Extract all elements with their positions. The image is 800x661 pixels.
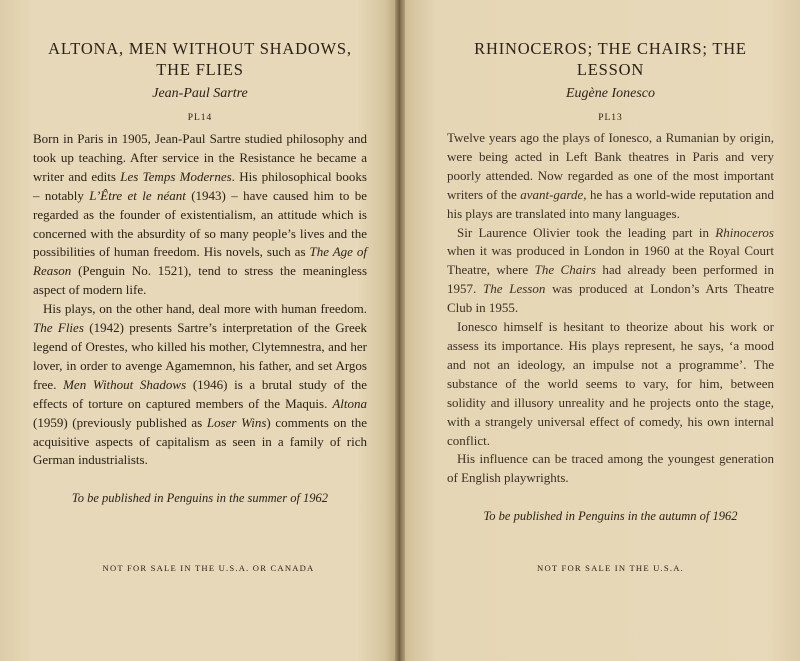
italic-title: Rhinoceros [715, 224, 774, 240]
italic-title: Altona [332, 395, 367, 411]
left-catalog-code: PL14 [187, 113, 213, 123]
left-not-for-sale: NOT FOR SALE IN THE U.S.A. OR CANADA [102, 563, 315, 573]
right-not-for-sale: NOT FOR SALE IN THE U.S.A. [537, 563, 684, 573]
italic-title: Loser Wins [206, 414, 267, 430]
left-title-line-1: ALTONA, MEN WITHOUT SHADOWS, [48, 39, 352, 58]
right-paragraph-2: Sir Laurence Olivier took the leading part in Rhinoceros when it was produced in London in 1960 at the Royal Court Theatre, where The Chairs had already been performed in 1957. The Lesson was produced at London’s Arts Theatre Club in 1955. [447, 224, 775, 316]
right-author: Eugène Ionesco [565, 86, 656, 101]
left-publication-note: To be published in Penguins in the summer of 1962 [71, 491, 329, 506]
left-title-line-2: THE FLIES [156, 60, 244, 79]
italic-title: The Age of Reason [33, 244, 367, 279]
left-paragraph-2: His plays, on the other hand, deal more with human freedom. The Flies (1942) presents Sartre’s interpretation of the Greek legend of Orestes, who killed his mother, Clytemnestra, and her lover, in order to avenge Agamemnon, his father, and set Argos free. Men Without Shadows (1946) is a brutal study of the effects of torture on captured members of the Maquis. Altona (1959) (previously published as Loser Wins) comments on the acquisitive aspects of capitalism as seen in a family of rich German industrialists. [33, 301, 367, 468]
left-page-title [33, 38, 367, 80]
italic-title: The Lesson [483, 281, 546, 297]
right-publication-note: To be published in Penguins in the autumn of 1962 [483, 509, 738, 524]
left-paragraph-1: Born in Paris in 1905, Jean-Paul Sartre studied philosophy and took up teaching. After service in the Resistance he became a writer and edits Les Temps Modernes. His philosophical books – notably L’Être et le néant (1943) – have caused him to be regarded as the founder of existentialism, an attitude which is concerned with the absurdity of so many people’s lives and the possibilities of human freedom. His novels, such as The Age of Reason (Penguin No. 1521), tend to stress the meaningless aspect of modern life. [33, 131, 367, 298]
book-gutter [395, 0, 405, 661]
italic-title: The Flies [33, 320, 84, 336]
right-page-title: RHINOCEROS; THE CHAIRS; THE LESSON [474, 39, 747, 79]
right-catalog-code: PL13 [598, 113, 623, 123]
right-paragraph-4: His influence can be traced among the youngest generation of English playwrights. [447, 451, 774, 486]
right-page [397, 0, 800, 661]
italic-title: Men Without Shadows [63, 376, 187, 392]
left-page [0, 0, 397, 661]
left-body [33, 130, 367, 470]
italic-title: Les Temps Modernes [120, 168, 232, 184]
right-paragraph-1: Twelve years ago the plays of Ionesco, a Rumanian by origin, were being acted in Left Bank theatres in Paris and very poorly attended. Now regarded as one of the most important writers of the avant-garde, he has a world-wide reputation and his plays are translated into many languages. [447, 130, 775, 221]
left-author: Jean-Paul Sartre [152, 86, 248, 101]
italic-title: L’Être et le néant [89, 187, 186, 203]
right-paragraph-3: Ionesco himself is hesitant to theorize about his work or assess its importance. His plays represent, he says, ‘a mood and not an ideology, an impulse not a programme’. The substance of the world seems to vary, for him, between solidity and illusory unreality and he projects onto the stage, with a strangely universal effect of comedy, his own internal conflict. [447, 319, 774, 448]
italic-title: avant-garde [520, 186, 584, 202]
right-body [447, 129, 774, 488]
italic-title: The Chairs [534, 262, 596, 278]
